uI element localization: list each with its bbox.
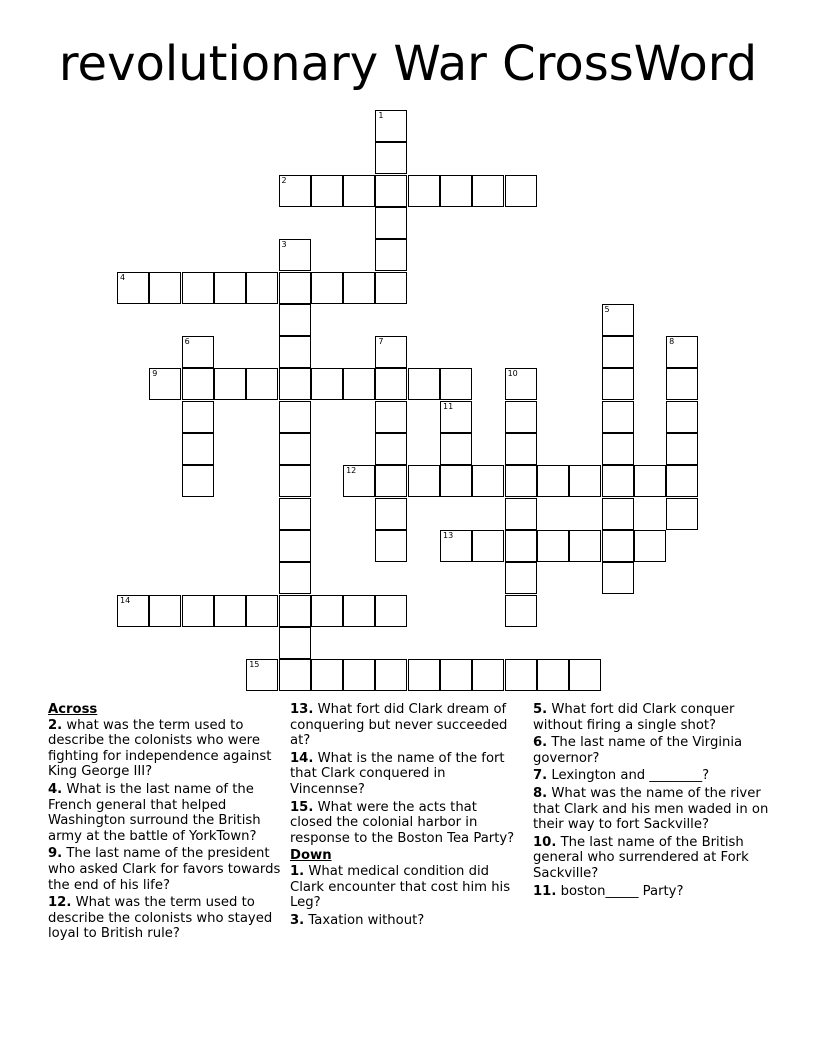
clue-number-label: 1. xyxy=(290,863,305,879)
grid-cell[interactable] xyxy=(505,530,537,562)
clue-number: 1 xyxy=(378,111,384,120)
grid-cell[interactable] xyxy=(569,659,601,691)
grid-cell[interactable] xyxy=(279,272,311,304)
grid-cell[interactable] xyxy=(182,465,214,497)
grid-cell[interactable] xyxy=(279,498,311,530)
clue-number-label: 7. xyxy=(533,768,548,784)
grid-cell[interactable] xyxy=(311,595,343,627)
clue-item xyxy=(48,782,284,844)
clue-item xyxy=(533,884,769,900)
grid-cell[interactable] xyxy=(505,595,537,627)
clue-text: The last name of the British general who surrendered at Fork Sackville? xyxy=(533,834,749,881)
grid-cell[interactable] xyxy=(214,368,246,400)
grid-cell[interactable] xyxy=(408,368,440,400)
clue-number: 7 xyxy=(378,337,384,347)
clue-number: 2 xyxy=(281,175,287,185)
grid-cell[interactable] xyxy=(440,530,472,562)
grid-cell[interactable] xyxy=(602,304,634,336)
clue-text: What fort did Clark conquer without firing a single shot? xyxy=(533,702,735,733)
grid-cell[interactable] xyxy=(182,401,214,433)
grid-cell[interactable] xyxy=(279,239,311,271)
grid-cell[interactable] xyxy=(311,659,343,691)
grid-cell[interactable] xyxy=(408,465,440,497)
grid-cell[interactable] xyxy=(279,562,311,594)
grid-cell[interactable] xyxy=(375,175,407,207)
grid-cell[interactable] xyxy=(182,368,214,400)
grid-cell[interactable] xyxy=(375,207,407,239)
grid-cell[interactable] xyxy=(375,272,407,304)
clue-number: 6 xyxy=(184,337,190,347)
grid-cell[interactable] xyxy=(408,659,440,691)
clue-text: Lexington and ________? xyxy=(547,768,710,784)
clue-number: 15 xyxy=(249,660,260,670)
grid-cell[interactable] xyxy=(505,465,537,497)
clue-number: 4 xyxy=(120,272,126,282)
clue-number-label: 10. xyxy=(533,834,557,850)
grid-cell[interactable] xyxy=(375,336,407,368)
clue-number: 14 xyxy=(120,595,131,605)
grid-cell[interactable] xyxy=(602,530,634,562)
grid-cell[interactable] xyxy=(602,498,634,530)
clue-text: The last name of the president who asked Clark for favors towards the end of his life? xyxy=(48,846,281,893)
grid-cell[interactable] xyxy=(375,530,407,562)
grid-cell[interactable] xyxy=(375,433,407,465)
grid-cell[interactable] xyxy=(602,401,634,433)
grid-cell[interactable] xyxy=(279,368,311,400)
grid-cell[interactable] xyxy=(279,659,311,691)
clue-item xyxy=(533,735,769,766)
grid-cell[interactable] xyxy=(375,465,407,497)
grid-cell[interactable] xyxy=(311,368,343,400)
grid-cell[interactable] xyxy=(279,595,311,627)
grid-cell[interactable] xyxy=(666,368,698,400)
clue-text: What was the name of the river that Clark and his men waded in on their way to fort Sackville? xyxy=(533,785,769,833)
grid-cell[interactable] xyxy=(375,368,407,400)
grid-cell[interactable] xyxy=(472,530,504,562)
grid-cell[interactable] xyxy=(375,595,407,627)
grid-cell[interactable] xyxy=(279,336,311,368)
grid-cell[interactable] xyxy=(375,401,407,433)
grid-cell[interactable] xyxy=(375,110,407,142)
clue-item xyxy=(48,718,284,780)
grid-cell[interactable] xyxy=(505,562,537,594)
grid-cell[interactable] xyxy=(666,401,698,433)
clue-number: 10 xyxy=(507,369,518,379)
clue-item xyxy=(533,768,769,784)
clue-number-label: 4. xyxy=(48,781,63,797)
grid-cell[interactable] xyxy=(182,272,214,304)
clue-item xyxy=(48,895,284,942)
clue-text: What was the term used to describe the colonists who stayed loyal to British rule? xyxy=(48,895,273,942)
grid-cell[interactable] xyxy=(472,659,504,691)
grid-cell[interactable] xyxy=(569,530,601,562)
grid-cell[interactable] xyxy=(537,530,569,562)
grid-cell[interactable] xyxy=(279,627,311,659)
grid-cell[interactable] xyxy=(505,175,537,207)
clue-item xyxy=(290,864,522,911)
clue-item xyxy=(533,786,769,833)
clue-number: 12 xyxy=(346,466,357,476)
clue-number-label: 3. xyxy=(290,912,305,928)
grid-cell[interactable] xyxy=(279,401,311,433)
grid-cell[interactable] xyxy=(375,142,407,174)
grid-cell[interactable] xyxy=(440,465,472,497)
grid-cell[interactable] xyxy=(666,336,698,368)
grid-cell[interactable] xyxy=(343,659,375,691)
clue-text: boston_____ Party? xyxy=(556,883,684,899)
clue-item xyxy=(533,702,769,733)
grid-cell[interactable] xyxy=(375,239,407,271)
grid-cell[interactable] xyxy=(182,433,214,465)
grid-cell[interactable] xyxy=(634,530,666,562)
clue-text: what was the term used to describe the colonists who were fighting for independence against King George III? xyxy=(48,717,272,780)
clue-number: 8 xyxy=(669,337,675,347)
clue-number: 9 xyxy=(152,369,158,379)
clue-number-label: 9. xyxy=(48,846,63,862)
clue-text: The last name of the Virginia governor? xyxy=(533,735,743,766)
clue-item xyxy=(290,751,522,798)
grid-cell[interactable] xyxy=(279,433,311,465)
clue-number-label: 2. xyxy=(48,717,63,733)
grid-cell[interactable] xyxy=(343,595,375,627)
clue-column-2 xyxy=(290,702,522,930)
clue-text: What is the last name of the French general that helped Washington surround the British army at the battle of YorkTown? xyxy=(48,781,261,844)
clue-text: What fort did Clark dream of conquering but never succeeded at? xyxy=(290,702,508,749)
grid-cell[interactable] xyxy=(246,595,278,627)
grid-cell[interactable] xyxy=(117,595,149,627)
grid-cell[interactable] xyxy=(602,465,634,497)
grid-cell[interactable] xyxy=(311,175,343,207)
grid-cell[interactable] xyxy=(149,368,181,400)
clue-number: 13 xyxy=(443,530,454,540)
grid-cell[interactable] xyxy=(440,433,472,465)
grid-cell[interactable] xyxy=(279,304,311,336)
clue-number-label: 15. xyxy=(290,799,314,815)
grid-cell[interactable] xyxy=(666,465,698,497)
grid-cell[interactable] xyxy=(279,530,311,562)
grid-cell[interactable] xyxy=(569,465,601,497)
clue-item xyxy=(48,846,284,893)
grid-cell[interactable] xyxy=(182,336,214,368)
clue-number-label: 12. xyxy=(48,895,72,911)
grid-cell[interactable] xyxy=(214,272,246,304)
grid-cell[interactable] xyxy=(602,433,634,465)
clue-number-label: 6. xyxy=(533,735,548,751)
grid-cell[interactable] xyxy=(505,368,537,400)
grid-cell[interactable] xyxy=(149,595,181,627)
clue-number-label: 8. xyxy=(533,785,548,801)
clue-text: What medical condition did Clark encounter that cost him his Leg? xyxy=(290,863,511,911)
clue-number: 5 xyxy=(604,304,610,314)
puzzle-title: revolutionary War CrossWord xyxy=(58,36,758,92)
grid-cell[interactable] xyxy=(440,659,472,691)
clue-text: Taxation without? xyxy=(304,912,425,928)
grid-cell[interactable] xyxy=(149,272,181,304)
grid-cell[interactable] xyxy=(246,272,278,304)
grid-cell[interactable] xyxy=(666,498,698,530)
grid-cell[interactable] xyxy=(214,595,246,627)
grid-cell[interactable] xyxy=(279,465,311,497)
clue-number-label: 13. xyxy=(290,702,314,717)
grid-cell[interactable] xyxy=(440,368,472,400)
clue-column-3 xyxy=(533,702,769,901)
clue-text: What is the name of the fort that Clark conquered in Vincennse? xyxy=(290,750,505,797)
grid-cell[interactable] xyxy=(472,175,504,207)
grid-cell[interactable] xyxy=(182,595,214,627)
grid-cell[interactable] xyxy=(343,368,375,400)
grid-cell[interactable] xyxy=(343,465,375,497)
grid-cell[interactable] xyxy=(505,401,537,433)
grid-cell[interactable] xyxy=(666,433,698,465)
grid-cell[interactable] xyxy=(537,659,569,691)
grid-cell[interactable] xyxy=(246,659,278,691)
grid-cell[interactable] xyxy=(634,465,666,497)
clue-item xyxy=(290,702,522,749)
grid-cell[interactable] xyxy=(279,175,311,207)
grid-cell[interactable] xyxy=(472,465,504,497)
clue-number-label: 5. xyxy=(533,702,548,717)
clue-number: 11 xyxy=(443,401,454,411)
clue-item xyxy=(290,913,522,929)
grid-cell[interactable] xyxy=(440,175,472,207)
grid-cell[interactable] xyxy=(375,498,407,530)
clue-item xyxy=(290,800,522,847)
clue-column-1 xyxy=(48,702,284,944)
grid-cell[interactable] xyxy=(375,659,407,691)
grid-cell[interactable] xyxy=(537,465,569,497)
grid-cell[interactable] xyxy=(505,498,537,530)
grid-cell[interactable] xyxy=(602,562,634,594)
grid-cell[interactable] xyxy=(408,175,440,207)
grid-cell[interactable] xyxy=(602,368,634,400)
grid-cell[interactable] xyxy=(343,175,375,207)
grid-cell[interactable] xyxy=(505,659,537,691)
grid-cell[interactable] xyxy=(117,272,149,304)
clue-number-label: 11. xyxy=(533,883,557,899)
grid-cell[interactable] xyxy=(311,272,343,304)
section-heading: Across xyxy=(48,702,98,717)
clue-text: What were the acts that closed the colonial harbor in response to the Boston Tea Party? xyxy=(290,799,515,846)
section-heading: Down xyxy=(290,848,332,864)
clue-number: 3 xyxy=(281,240,287,250)
grid-cell[interactable] xyxy=(343,272,375,304)
clue-number-label: 14. xyxy=(290,750,314,766)
grid-cell[interactable] xyxy=(440,401,472,433)
grid-cell[interactable] xyxy=(602,336,634,368)
clue-item xyxy=(533,835,769,882)
grid-cell[interactable] xyxy=(505,433,537,465)
grid-cell[interactable] xyxy=(246,368,278,400)
